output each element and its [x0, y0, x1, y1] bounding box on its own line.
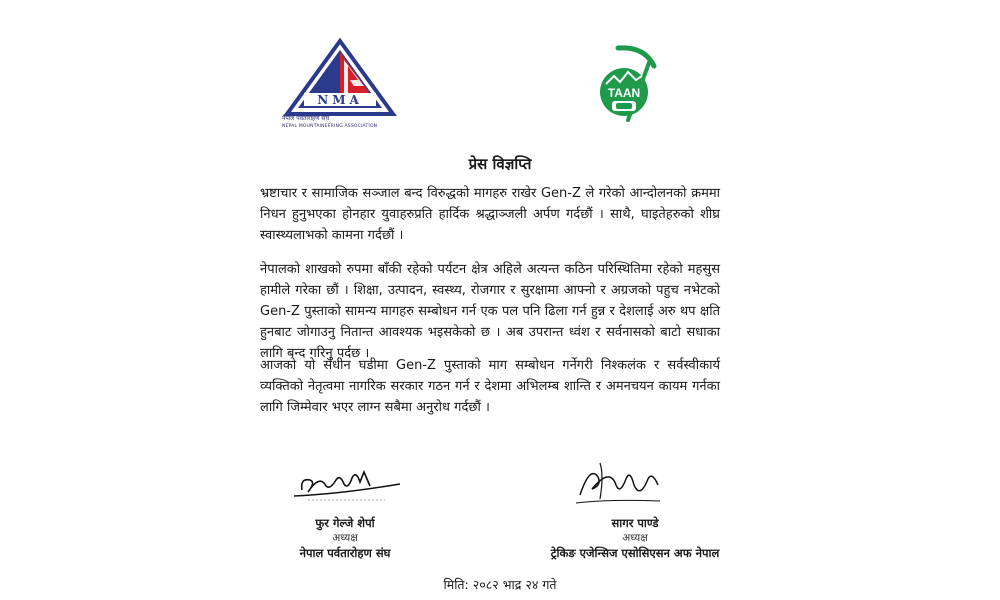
signer-role: अध्यक्ष [332, 532, 358, 544]
taan-logo-text: TAAN [607, 86, 641, 100]
paragraph-2: नेपालको शाखको रुपमा बाँकी रहेको पर्यटन क्षेत्र अहिले अत्यन्त कठिन परिस्थितिमा रहेको महसुस हामीले गरेका छौं । शिक्षा, उत्पादन, स्वस्थ्य, रोजगार र सुरक्षामा आफ्नो र अग्रजको पहुच नभेटको Gen-Z पुस्ताको सामन्य मागहरु सम्बोधन गर्न एक पल पनि ढिला गर्न हुन्न र देशलाई अरु थप क्षति हुनबाट जोगाउनु नितान्त आवश्यक भइसकेको छ । अब उपरान्त ध्वंश र सर्वनासको बाटो सधाका लागि बन्द गरिनु पर्दछ । [260, 262, 720, 361]
signer-name: सागर पाण्डे [611, 516, 659, 530]
signer-block-1 [245, 516, 445, 561]
signer-role: अध्यक्ष [622, 532, 648, 544]
nma-logo-text: NMA [317, 93, 363, 107]
paragraph-3: आजको यो संधीन घडीमा Gen-Z पुस्ताको माग सम्बोधन गर्नेगरी निश्कलंक र सर्वस्वीकार्य व्यक्तिको नेतृत्वमा नागरिक सरकार गठन गर्न र देशमा अभिलम्ब शान्ति र अमनचयन कायम गर्नका लागि जिम्मेवार भएर लाग्न सबैमा अनुरोध गर्दछौं । [260, 358, 720, 415]
signature-2 [570, 455, 670, 510]
nma-org-name: नेपाल पर्वतारोहण संघ [282, 115, 330, 122]
paragraph-1: भ्रष्टाचार र सामाजिक सञ्जाल बन्द विरुद्धको मागहरु राखेर Gen-Z ले गरेको आन्दोलनको क्रममा निधन हुनुभएका होनहार युवाहरुप्रति हार्दिक श्रद्धाञ्जली अर्पण गर्दछौं । साथै, घाइतेहरुको शीघ्र स्वास्थ्यलाभको कामना गर्दछौं । [260, 186, 720, 243]
document-title: प्रेस विज्ञप्ति [468, 155, 532, 173]
signer-block-2 [515, 516, 755, 561]
signer-organization: नेपाल पर्वतारोहण संघ [299, 546, 391, 560]
nma-sub-name: NEPAL MOUNTAINEERING ASSOCIATION [282, 124, 378, 129]
signature-1 [290, 460, 405, 505]
nma-logo [280, 38, 400, 138]
signer-organization: ट्रेकिङ एजेन्सिज एसोसिएसन अफ नेपाल [550, 546, 720, 560]
signer-name: फुर गेल्जे शेर्पा [315, 516, 375, 530]
document-date: मिति: २०८२ भाद्र २४ गते [443, 577, 557, 592]
taan-logo [588, 40, 670, 140]
